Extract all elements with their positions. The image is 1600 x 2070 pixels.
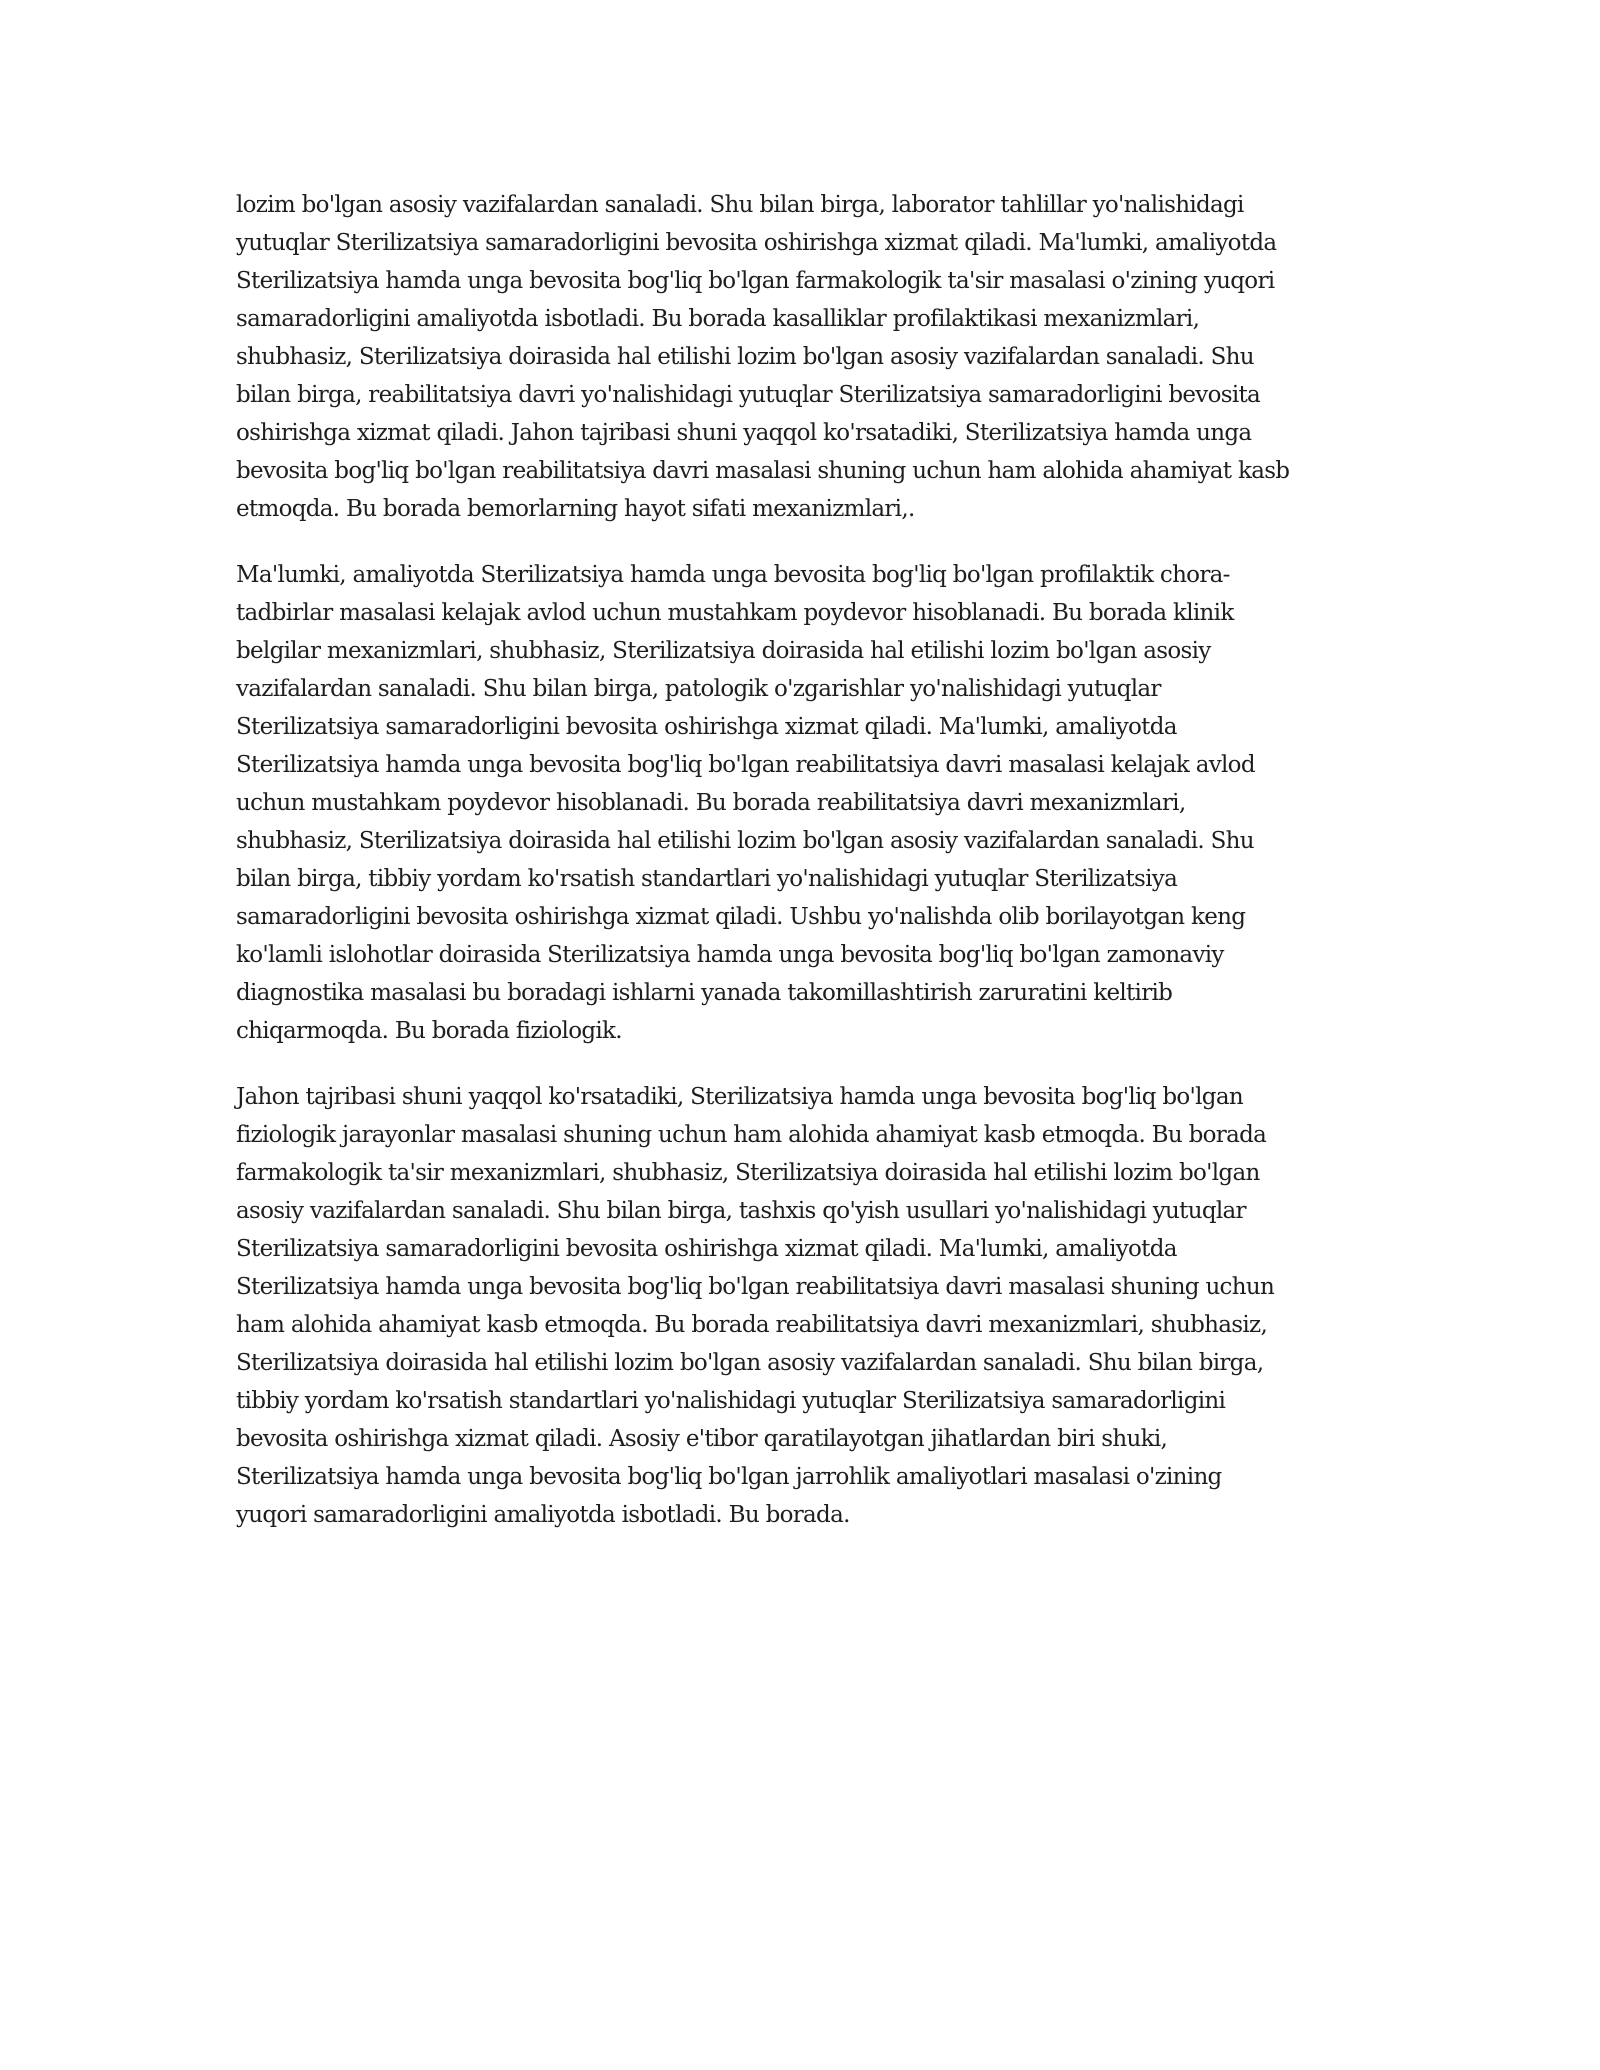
text-line: Sterilizatsiya doirasida hal etilishi lozim bo'lgan asosiy vazifalardan sanaladi. Shu bilan birga,: [236, 1350, 1264, 1376]
text-line: shubhasiz, Sterilizatsiya doirasida hal etilishi lozim bo'lgan asosiy vazifalardan sanaladi. Shu: [236, 828, 1254, 854]
text-line: Sterilizatsiya samaradorligini bevosita oshirishga xizmat qiladi. Ma'lumki, amaliyotda: [236, 714, 1177, 740]
text-line: Sterilizatsiya samaradorligini bevosita oshirishga xizmat qiladi. Ma'lumki, amaliyotda: [236, 1236, 1177, 1262]
document-body: [236, 186, 1370, 1562]
paragraph: [236, 186, 1370, 528]
text-line: belgilar mexanizmlari, shubhasiz, Sterilizatsiya doirasida hal etilishi lozim bo'lgan asosiy: [236, 638, 1211, 664]
text-line: asosiy vazifalardan sanaladi. Shu bilan birga, tashxis qo'yish usullari yo'nalishidagi yutuqlar: [236, 1198, 1246, 1224]
text-line: Sterilizatsiya hamda unga bevosita bog'liq bo'lgan jarrohlik amaliyotlari masalasi o'zining: [236, 1464, 1222, 1490]
text-line: bevosita bog'liq bo'lgan reabilitatsiya davri masalasi shuning uchun ham alohida ahamiyat kasb: [236, 458, 1290, 484]
text-line: fiziologik jarayonlar masalasi shuning uchun ham alohida ahamiyat kasb etmoqda. Bu borada: [236, 1122, 1267, 1148]
text-line: Ma'lumki, amaliyotda Sterilizatsiya hamda unga bevosita bog'liq bo'lgan profilaktik chora-: [236, 562, 1230, 588]
text-line: etmoqda. Bu borada bemorlarning hayot sifati mexanizmlari,.: [236, 496, 915, 522]
text-line: uchun mustahkam poydevor hisoblanadi. Bu borada reabilitatsiya davri mexanizmlari,: [236, 790, 1186, 816]
text-line: Sterilizatsiya hamda unga bevosita bog'liq bo'lgan reabilitatsiya davri masalasi shuning uchun: [236, 1274, 1275, 1300]
text-line: yutuqlar Sterilizatsiya samaradorligini bevosita oshirishga xizmat qiladi. Ma'lumki, amaliyotda: [236, 230, 1277, 256]
text-line: yuqori samaradorligini amaliyotda isbotladi. Bu borada.: [236, 1502, 850, 1528]
text-line: Sterilizatsiya hamda unga bevosita bog'liq bo'lgan farmakologik ta'sir masalasi o'zining yuqori: [236, 268, 1275, 294]
paragraph: [236, 1078, 1370, 1534]
text-line: bevosita oshirishga xizmat qiladi. Asosiy e'tibor qaratilayotgan jihatlardan biri shuki,: [236, 1426, 1168, 1452]
text-line: shubhasiz, Sterilizatsiya doirasida hal etilishi lozim bo'lgan asosiy vazifalardan sanaladi. Shu: [236, 344, 1254, 370]
text-line: tibbiy yordam ko'rsatish standartlari yo'nalishidagi yutuqlar Sterilizatsiya samaradorligini: [236, 1388, 1226, 1414]
text-line: lozim bo'lgan asosiy vazifalardan sanaladi. Shu bilan birga, laborator tahlillar yo'nalishidagi: [236, 192, 1244, 218]
text-line: samaradorligini bevosita oshirishga xizmat qiladi. Ushbu yo'nalishda olib borilayotgan keng: [236, 904, 1246, 930]
text-line: vazifalardan sanaladi. Shu bilan birga, patologik o'zgarishlar yo'nalishidagi yutuqlar: [236, 676, 1161, 702]
text-line: ko'lamli islohotlar doirasida Sterilizatsiya hamda unga bevosita bog'liq bo'lgan zamonaviy: [236, 942, 1224, 968]
text-line: ham alohida ahamiyat kasb etmoqda. Bu borada reabilitatsiya davri mexanizmlari, shubhasiz,: [236, 1312, 1268, 1338]
text-line: bilan birga, reabilitatsiya davri yo'nalishidagi yutuqlar Sterilizatsiya samaradorligini bevosita: [236, 382, 1261, 408]
text-line: oshirishga xizmat qiladi. Jahon tajribasi shuni yaqqol ko'rsatadiki, Sterilizatsiya hamda unga: [236, 420, 1252, 446]
text-line: chiqarmoqda. Bu borada fiziologik.: [236, 1018, 622, 1044]
text-line: samaradorligini amaliyotda isbotladi. Bu borada kasalliklar profilaktikasi mexanizmlari,: [236, 306, 1200, 332]
text-line: Jahon tajribasi shuni yaqqol ko'rsatadiki, Sterilizatsiya hamda unga bevosita bog'liq bo'lgan: [236, 1084, 1243, 1110]
text-line: diagnostika masalasi bu boradagi ishlarni yanada takomillashtirish zaruratini keltirib: [236, 980, 1173, 1006]
paragraph: [236, 556, 1370, 1050]
text-line: farmakologik ta'sir mexanizmlari, shubhasiz, Sterilizatsiya doirasida hal etilishi lozim bo'lgan: [236, 1160, 1260, 1186]
text-line: tadbirlar masalasi kelajak avlod uchun mustahkam poydevor hisoblanadi. Bu borada klinik: [236, 600, 1234, 626]
text-line: Sterilizatsiya hamda unga bevosita bog'liq bo'lgan reabilitatsiya davri masalasi kelajak avlod: [236, 752, 1255, 778]
text-line: bilan birga, tibbiy yordam ko'rsatish standartlari yo'nalishidagi yutuqlar Sterilizatsiya: [236, 866, 1178, 892]
